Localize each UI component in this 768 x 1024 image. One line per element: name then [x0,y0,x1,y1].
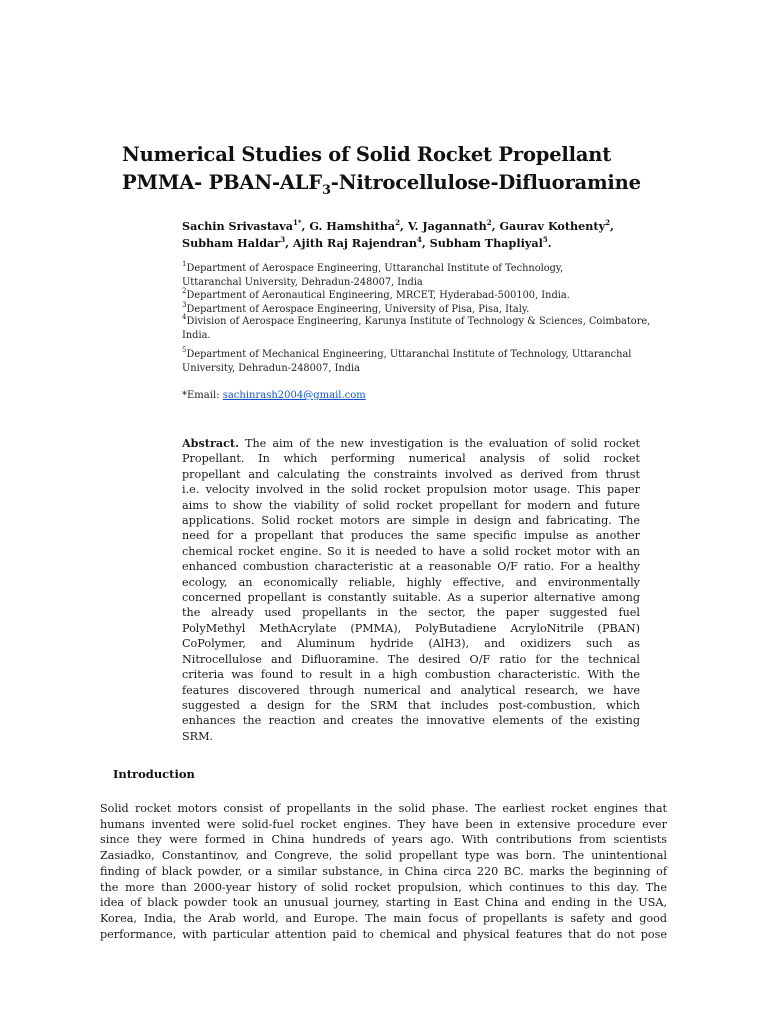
author-name: Subham Haldar [182,236,281,250]
affiliation-text: Department of Aeronautical Engineering, MRCET, Hyderabad-500100, India. [186,290,570,301]
title-subscript: 3 [321,182,331,198]
author-name: Ajith Raj Rajendran [292,236,417,250]
affiliation-text: Division of Aerospace Engineering, Karunya Institute of Technology & Sciences, Coimbatore, [186,316,651,327]
author-affiliation-mark: 5 [542,234,548,244]
author-separator: , [491,219,500,233]
abstract-line: i.e. velocity involved in the solid rocket propulsion motor usage. This paper [182,483,640,497]
affiliation-4-cont: India. [182,329,211,341]
author-separator: , [285,236,293,250]
abstract-line: enhanced combustion characteristic at a reasonable O/F ratio. For a healthy [182,560,640,574]
abstract-line: propellant and calculating the constraints involved as derived from thrust [182,467,640,481]
author-name: Sachin Srivastava [182,219,293,233]
affiliations [182,262,692,375]
author-affiliation-mark: 3 [280,234,286,244]
title-line-2 [122,169,722,205]
author-separator: , [301,219,310,233]
affiliation-2 [182,289,692,303]
abstract-line: chemical rocket engine. So it is needed to have a solid rocket motor with an [182,544,640,558]
abstract-line: CoPolymer, and Aluminum hydride (AlH3), and oxidizers such as [182,637,640,651]
abstract-line: the already used propellants in the sector, the paper suggested fuel [182,606,640,620]
intro-line: finding of black powder, or a similar substance, in China circa 220 BC. marks the beginning of [100,864,667,878]
author-affiliation-mark: 2 [486,217,492,227]
intro-line: since they were formed in China hundreds of years ago. With contributions from scientists [100,833,667,847]
author-affiliation-mark: 1* [293,217,302,227]
email-label: *Email: [182,390,223,401]
affiliation-4 [182,315,692,329]
affiliation-mark: 4 [182,313,187,322]
title-line-2-prefix: PMMA- PBAN-ALF [122,171,322,194]
author-separator: , [400,219,408,233]
email-link[interactable]: sachinrash2004@gmail.com [222,390,366,401]
abstract-line: suggested a design for the SRM that includes post-combustion, which [182,698,640,712]
author-affiliation-mark: 4 [416,234,422,244]
author-name: Gaurav Kothenty [499,219,606,233]
authors-line-1 [182,218,652,235]
intro-line: Korea, India, the Arab world, and Europe. The main focus of propellants is safety and good [100,911,667,925]
abstract-line: need for a propellant that produces the same specific impulse as another [182,529,640,543]
author-name: V. Jagannath [407,219,487,233]
abstract-line: aims to show the viability of solid rocket propellant for modern and future [182,498,640,512]
abstract-line: applications. Solid rocket motors are simple in design and fabricating. The [182,514,640,528]
intro-line: humans invented were solid-fuel rocket engines. They have been in extensive procedure ever [100,817,667,831]
affiliation-1-cont: Uttaranchal University, Dehradun-248007, India [182,276,423,288]
author-affiliation-mark: 2 [395,217,401,227]
abstract-line: features discovered through numerical and analytical research, we have [182,683,640,697]
author-separator: . [547,236,552,250]
title-line-2-suffix: -Nitrocellulose-Difluoramine [330,171,641,194]
affiliation-1 [182,262,692,276]
introduction-heading: Introduction [113,767,195,781]
abstract-line: Nitrocellulose and Difluoramine. The desired O/F ratio for the technical [182,652,640,666]
abstract-line-text: The aim of the new investigation is the evaluation of solid rocket [239,437,640,450]
author-name: Subham Thapliyal [429,236,543,250]
abstract-line: ecology, an economically reliable, highly effective, and environmentally [182,575,640,589]
affiliation-5-cont: University, Dehradun-248007, India [182,362,361,374]
abstract-line: PolyMethyl MethAcrylate (PMMA), PolyButadiene AcryloNitrile (PBAN) [182,621,640,635]
title-line-1: Numerical Studies of Solid Rocket Propellant [122,143,612,166]
affiliation-mark: 1 [182,260,187,269]
affiliation-text: Department of Aerospace Engineering, University of Pisa, Pisa, Italy. [186,303,530,315]
author-separator: , [609,219,614,233]
abstract-line: enhances the reaction and creates the innovative elements of the existing [182,714,640,728]
abstract-line: Propellant. In which performing numerical analysis of solid rocket [182,452,640,466]
affiliation-3 [182,300,692,317]
abstract-line: criteria was found to result in a high combustion characteristic. With the [182,668,640,682]
intro-line: Solid rocket motors consist of propellants in the solid phase. The earliest rocket engines that [100,802,667,815]
author-separator: , [421,236,430,250]
abstract-line [182,436,640,451]
affiliation-5 [182,348,692,362]
corresponding-email [182,389,366,403]
abstract-heading: Abstract. [182,436,239,450]
author-name: G. Hamshitha [309,219,396,233]
abstract-line: SRM. [182,729,214,743]
intro-line: Zasiadko, Constantinov, and Congreve, the solid propellant type was born. The unintentional [100,849,667,863]
author-list [182,218,652,252]
affiliation-text: Department of Mechanical Engineering, Uttaranchal Institute of Technology, Uttaranchal [186,349,632,360]
introduction-body [100,801,667,942]
affiliation-text: Department of Aerospace Engineering, Uttaranchal Institute of Technology, [186,263,564,274]
abstract [182,436,640,744]
intro-line: the more than 2000-year history of solid rocket propulsion, which continues to this day. The [100,880,667,894]
paper-title [122,141,722,205]
affiliation-mark: 3 [182,300,187,309]
affiliation-mark: 5 [182,346,187,355]
intro-line: performance, with particular attention paid to chemical and physical features that do not pose [100,927,667,941]
intro-line: idea of black powder took an unusual journey, starting in East China and ending in the USA, [100,896,667,910]
author-affiliation-mark: 2 [605,217,610,227]
abstract-line: concerned propellant is constantly suitable. As a superior alternative among [182,591,640,605]
authors-line-2 [182,235,652,252]
affiliation-mark: 2 [182,287,187,296]
